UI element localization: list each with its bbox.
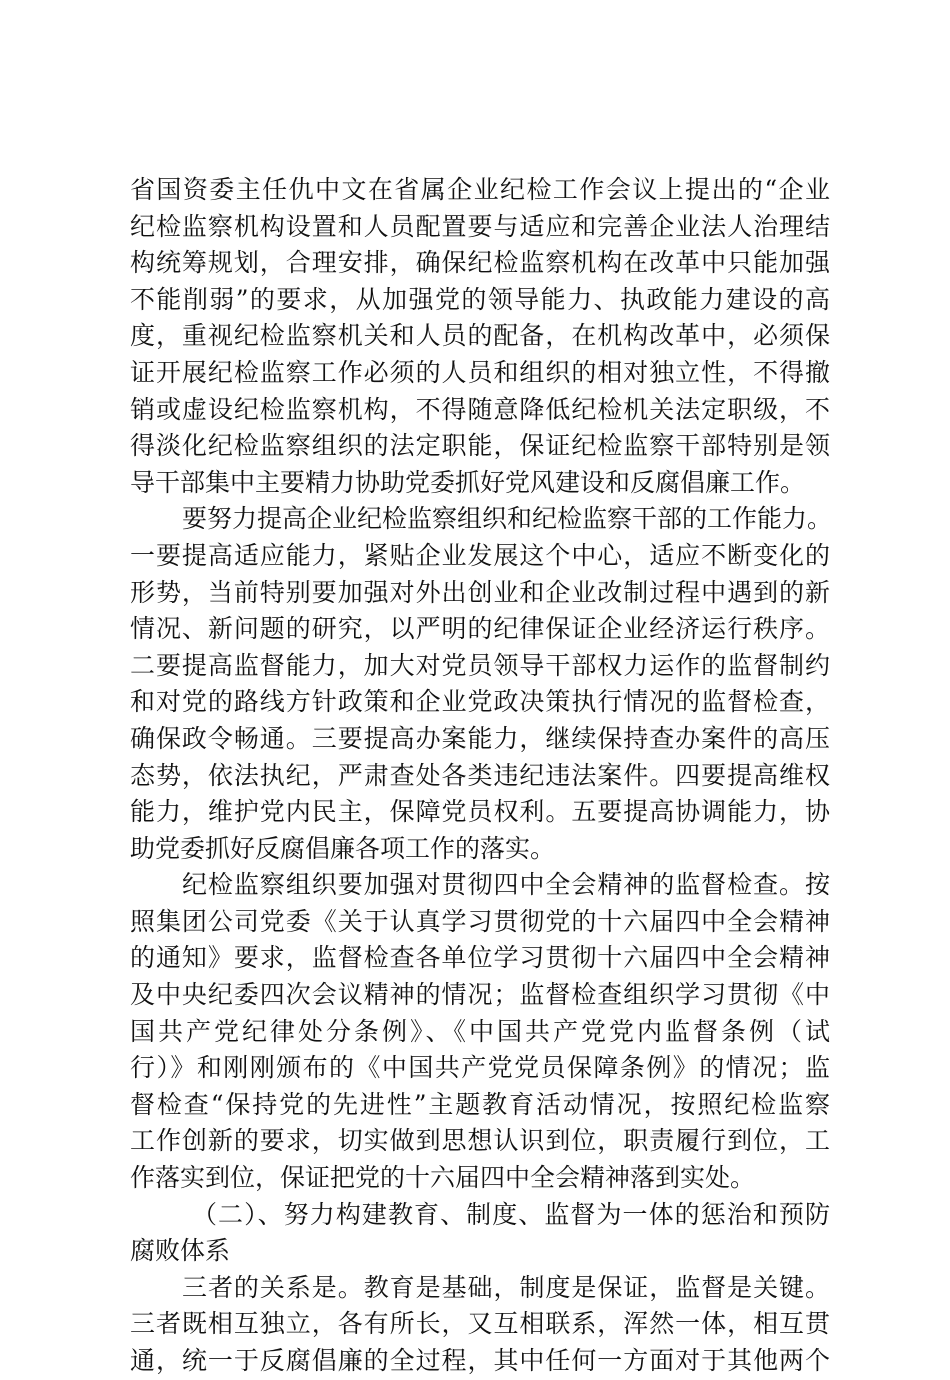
paragraph-2-line-6: 和对党的路线方针政策和企业党政决策执行情况的监督检查， [130, 687, 830, 717]
paragraph-3-line-8: 工作创新的要求，切实做到思想认识到位，职责履行到位，工 [130, 1126, 830, 1156]
paragraph-2-line-7: 确保政令畅通。三要提高办案能力，继续保持查办案件的高压 [130, 723, 830, 753]
paragraph-2-line-5: 二要提高监督能力，加大对党员领导干部权力运作的监督制约 [130, 650, 830, 680]
paragraph-2-line-4: 情况、新问题的研究，以严明的纪律保证企业经济运行秩序。 [130, 614, 830, 644]
document-body [130, 172, 833, 1380]
paragraph-3-line-5: 国共产党纪律处分条例》、《中国共产党党内监督条例（试 [130, 1016, 830, 1046]
paragraph-1-line-8: 得淡化纪检监察组织的法定职能，保证纪检监察干部特别是领 [130, 431, 830, 461]
section-heading-line-2: 腐败体系 [130, 1236, 231, 1266]
paragraph-1-line-1: 省国资委主任仇中文在省属企业纪检工作会议上提出的“企业 [130, 175, 830, 204]
paragraph-1-line-4: 不能削弱”的要求，从加强党的领导能力、执政能力建设的高 [130, 284, 830, 314]
paragraph-3-line-9: 作落实到位，保证把党的十六届四中全会精神落到实处。 [130, 1163, 756, 1193]
paragraph-1-line-2: 纪检监察机构设置和人员配置要与适应和完善企业法人治理结 [130, 211, 830, 241]
paragraph-3-line-7: 督检查“保持党的先进性”主题教育活动情况，按照纪检监察 [130, 1089, 830, 1119]
paragraph-2-line-2: 一要提高适应能力，紧贴企业发展这个中心，适应不断变化的 [130, 540, 830, 570]
paragraph-1-line-5: 度，重视纪检监察机关和人员的配备，在机构改革中，必须保 [130, 321, 830, 351]
paragraph-2-line-1: 要努力提高企业纪检监察组织和纪检监察干部的工作能力。 [182, 504, 833, 534]
paragraph-3-line-4: 及中央纪委四次会议精神的情况；监督检查组织学习贯彻《中 [130, 980, 830, 1010]
section-heading-line-1: （二）、努力构建教育、制度、监督为一体的惩治和预防 [192, 1199, 830, 1229]
paragraph-1-line-6: 证开展纪检监察工作必须的人员和组织的相对独立性，不得撤 [130, 357, 830, 387]
paragraph-5-line-1: 三者的关系是。教育是基础，制度是保证，监督是关键。 [182, 1272, 830, 1302]
paragraph-1-line-9: 导干部集中主要精力协助党委抓好党风建设和反腐倡廉工作。 [130, 467, 806, 497]
paragraph-3-line-2: 照集团公司党委《关于认真学习贯彻党的十六届四中全会精神 [130, 906, 830, 936]
paragraph-3-line-1: 纪检监察组织要加强对贯彻四中全会精神的监督检查。按 [182, 870, 830, 900]
paragraph-2-line-10: 助党委抓好反腐倡廉各项工作的落实。 [130, 833, 556, 863]
paragraph-2-line-3: 形势，当前特别要加强对外出创业和企业改制过程中遇到的新 [130, 577, 830, 607]
paragraph-5-line-3: 通，统一于反腐倡廉的全过程，其中任何一方面对于其他两个 [130, 1346, 830, 1375]
paragraph-2-line-9: 能力，维护党内民主，保障党员权利。五要提高协调能力，协 [130, 797, 830, 827]
paragraph-3-line-6: 行）》和刚刚颁布的《中国共产党党员保障条例》的情况；监 [130, 1053, 830, 1083]
paragraph-2-line-8: 态势，依法执纪，严肃查处各类违纪违法案件。四要提高维权 [130, 760, 830, 790]
paragraph-1-line-7: 销或虚设纪检监察机构，不得随意降低纪检机关法定职级，不 [130, 394, 830, 424]
paragraph-1-line-3: 构统筹规划，合理安排，确保纪检监察机构在改革中只能加强 [130, 248, 830, 278]
paragraph-5-line-2: 三者既相互独立，各有所长，又互相联系，浑然一体，相互贯 [130, 1309, 830, 1339]
paragraph-3-line-3: 的通知》要求，监督检查各单位学习贯彻十六届四中全会精神 [130, 943, 830, 973]
